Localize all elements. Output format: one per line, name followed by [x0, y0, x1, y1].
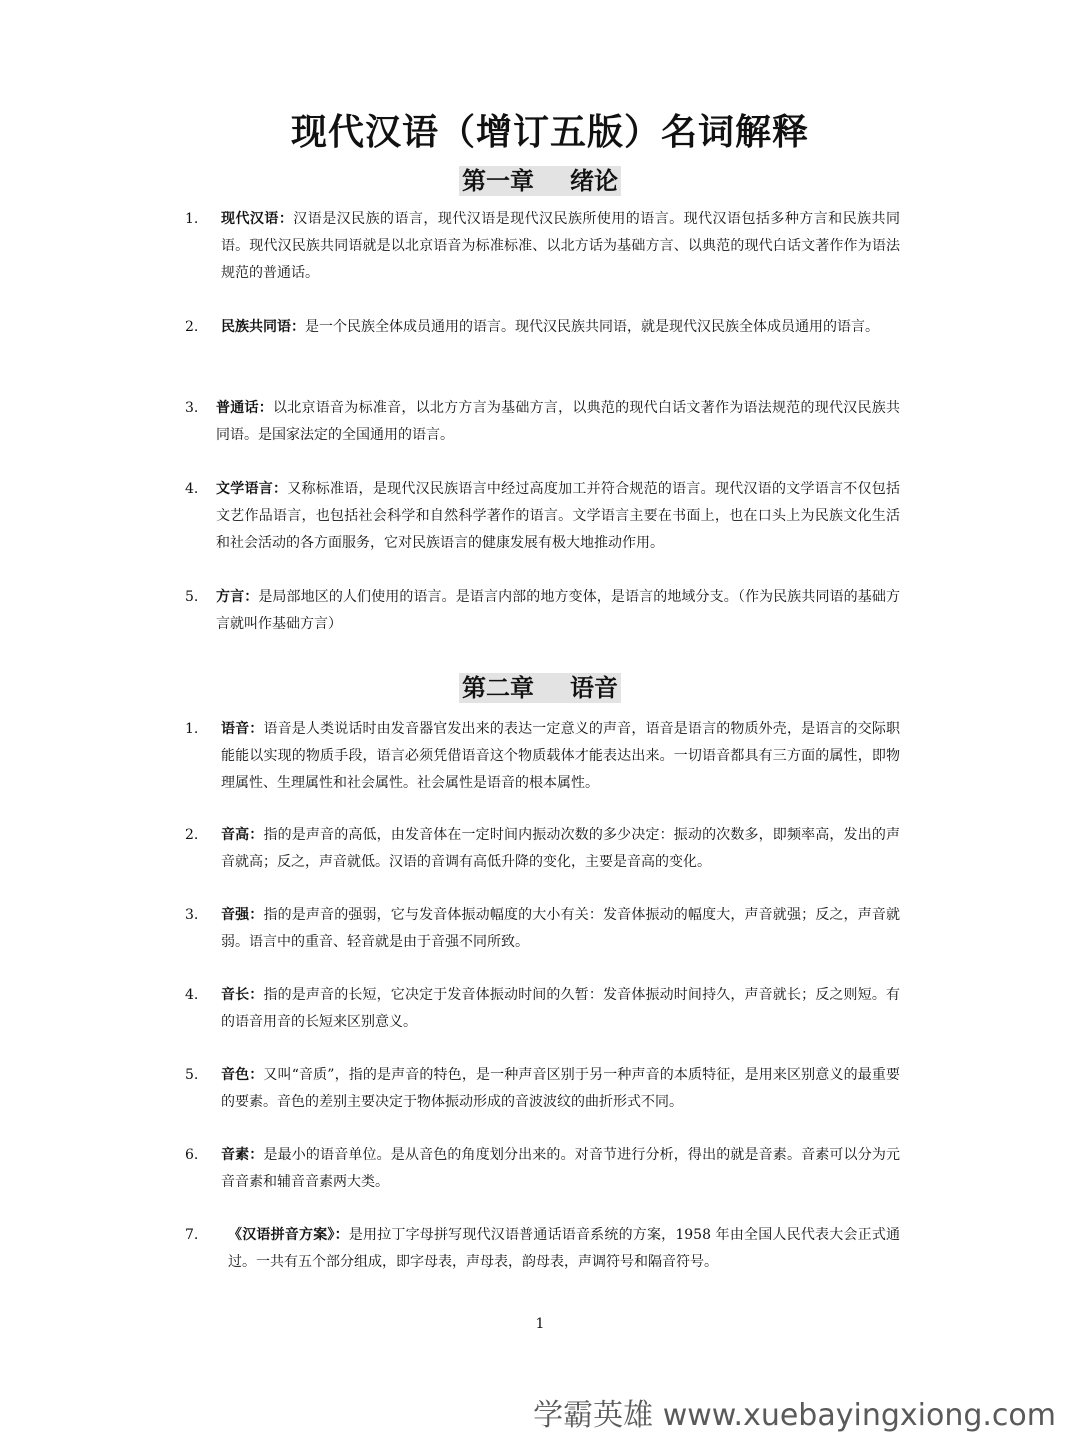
entry-text: 又叫“音质”，指的是声音的特色，是一种声音区别于另一种声音的本质特征，是用来区别意义的最重要的要素。音色的差别主要决定于物体振动形成的音波波纹的曲折形式不同。 [221, 1067, 901, 1110]
chapter-2-entry-2 [185, 822, 900, 876]
entry-term: 语音： [221, 721, 264, 737]
entry-number: 3. [185, 907, 199, 923]
chapter-2-name: 语音 [570, 674, 618, 702]
chapter-1-entry-3 [185, 395, 900, 449]
chapter-2-entry-7 [185, 1222, 900, 1276]
entry-number: 4. [185, 987, 199, 1003]
entry-number: 3. [185, 400, 199, 416]
entry-number: 6. [185, 1147, 199, 1163]
entry-term: 《汉语拼音方案》： [228, 1227, 349, 1243]
page-number: 1 [535, 1316, 545, 1332]
chapter-2-heading-box [459, 673, 621, 703]
chapter-1-entry-2 [185, 314, 900, 341]
entry-text: 指的是声音的强弱，它与发音体振动幅度的大小有关：发音体振动的幅度大，声音就强；反之，声音就弱。语言中的重音、轻音就是由于音强不同所致。 [221, 907, 901, 950]
entry-text: 是一个民族全体成员通用的语言。现代汉民族共同语，就是现代汉民族全体成员通用的语言。 [305, 319, 879, 335]
chapter-1-heading [0, 166, 1080, 196]
entry-term: 普通话： [216, 400, 274, 416]
entry-term: 音强： [221, 907, 264, 923]
entry-term: 文学语言： [216, 481, 288, 497]
entry-number: 4. [185, 481, 199, 497]
entry-term: 音素： [221, 1147, 264, 1163]
entry-term: 音高： [221, 827, 264, 843]
entry-term: 音长： [221, 987, 264, 1003]
chapter-1-name: 绪论 [570, 167, 618, 195]
entry-text: 是用拉丁字母拼写现代汉语普通话语音系统的方案，1958 年由全国人民代表大会正式通过。一共有五个部分组成，即字母表，声母表，韵母表，声调符号和隔音符号。 [228, 1227, 901, 1270]
chapter-2-entry-1 [185, 716, 900, 797]
entry-number: 1. [185, 721, 199, 737]
chapter-2-entry-5 [185, 1062, 900, 1116]
entry-number: 2. [185, 827, 199, 843]
entry-text: 以北京语音为标准音，以北方方言为基础方言，以典范的现代白话文著作为语法规范的现代汉民族共同语。是国家法定的全国通用的语言。 [216, 400, 901, 443]
entry-term: 音色： [221, 1067, 264, 1083]
chapter-2-heading [0, 673, 1080, 703]
entry-text: 是最小的语音单位。是从音色的角度划分出来的。对音节进行分析，得出的就是音素。音素可以分为元音音素和辅音音素两大类。 [221, 1147, 901, 1190]
chapter-2-entry-6 [185, 1142, 900, 1196]
chapter-1-entry-5 [185, 584, 900, 638]
chapter-2-entry-3 [185, 902, 900, 956]
chapter-1-entry-1 [185, 206, 900, 287]
chapter-1-heading-box [459, 166, 621, 196]
entry-number: 1. [185, 211, 199, 227]
entry-number: 2. [185, 319, 199, 335]
chapter-1-label: 第一章 [462, 167, 534, 195]
chapter-2-entry-4 [185, 982, 900, 1036]
entry-text: 指的是声音的长短，它决定于发音体振动时间的久暂：发音体振动时间持久，声音就长；反之则短。有的语音用音的长短来区别意义。 [221, 987, 901, 1030]
entry-text: 语音是人类说话时由发音器官发出来的表达一定意义的声音，语音是语言的物质外壳，是语言的交际职能能以实现的物质手段，语言必须凭借语音这个物质载体才能表达出来。一切语音都具有三方面的属性，即物理属性、生理属性和社会属性。社会属性是语音的根本属性。 [221, 721, 901, 791]
entry-text: 汉语是汉民族的语言，现代汉语是现代汉民族所使用的语言。现代汉语包括多种方言和民族共同语。现代汉民族共同语就是以北京语音为标准标准、以北方话为基础方言、以典范的现代白话文著作作为语法规范的普通话。 [221, 211, 901, 281]
entry-text: 指的是声音的高低，由发音体在一定时间内振动次数的多少决定：振动的次数多，即频率高，发出的声音就高；反之，声音就低。汉语的音调有高低升降的变化，主要是音高的变化。 [221, 827, 901, 870]
entry-text: 是局部地区的人们使用的语言。是语言内部的地方变体，是语言的地域分支。（作为民族共同语的基础方言就叫作基础方言） [216, 589, 900, 632]
document-title: 现代汉语（增订五版）名词解释 [290, 112, 809, 153]
watermark: 学霸英雄 www.xuebayingxiong.com [533, 1398, 1056, 1433]
entry-number: 5. [185, 589, 199, 605]
entry-number: 5. [185, 1067, 199, 1083]
chapter-2-label: 第二章 [462, 674, 534, 702]
entry-number: 7. [185, 1227, 199, 1243]
entry-text: 又称标准语，是现代汉民族语言中经过高度加工并符合规范的语言。现代汉语的文学语言不仅包括文艺作品语言，也包括社会科学和自然科学著作的语言。文学语言主要在书面上，也在口头上为民族文化生活和社会活动的各方面服务，它对民族语言的健康发展有极大地推动作用。 [216, 481, 901, 551]
entry-term: 方言： [216, 589, 259, 605]
entry-term: 民族共同语： [221, 319, 305, 335]
entry-term: 现代汉语： [221, 211, 294, 227]
chapter-1-entry-4 [185, 476, 900, 557]
